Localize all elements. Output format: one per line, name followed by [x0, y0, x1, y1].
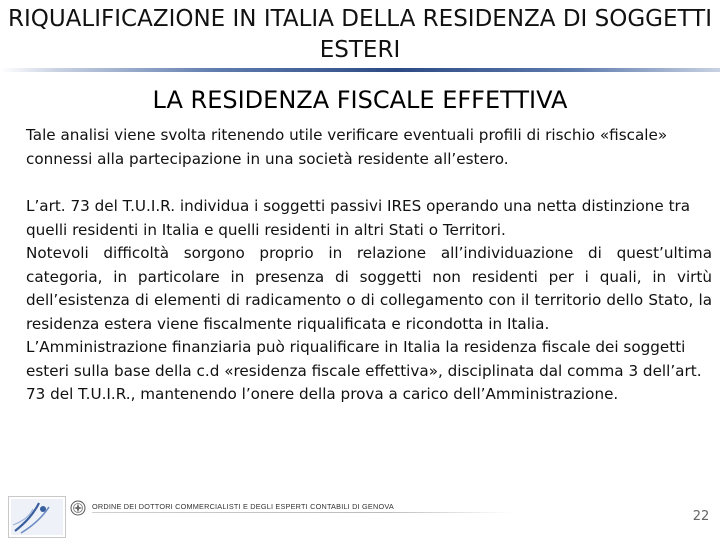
- paragraph-1: Tale analisi viene svolta ritenendo utile verificare eventuali profili di rischio «fiscale» connessi alla partecipazione in una società residente all’estero.: [26, 126, 668, 168]
- paragraph-3: Notevoli difficoltà sorgono proprio in relazione all’individuazione di quest’ultima categoria, in particolare in presenza di soggetti non residenti per i quali, in virtù dell’esistenza di elementi di radicamento o di collegamento con il territorio dello Stato, la residenza estera viene fiscalmente riqualificata e ricondotta in Italia.: [26, 244, 712, 333]
- body-text: [26, 124, 712, 407]
- page-number: 22: [692, 509, 710, 524]
- odcec-logo-graphic: [9, 497, 65, 537]
- footer-divider: [92, 512, 512, 513]
- paragraph-4: L’Amministrazione finanziaria può riqualificare in Italia la residenza fiscale dei soggetti esteri sulla base della c.d «residenza fiscale effettiva», disciplinata dal comma 3 dell’art. 73 del T.U.I.R., mantenendo l’onere della prova a carico dell’Amministrazione.: [26, 338, 702, 403]
- paragraph-gap: [26, 171, 712, 195]
- paragraph-2: L’art. 73 del T.U.I.R. individua i soggetti passivi IRES operando una netta distinzione tra quelli residenti in Italia e quelli residenti in altri Stati o Territori.: [26, 197, 691, 239]
- footer: [0, 496, 720, 540]
- odcec-logo-icon: [8, 496, 66, 538]
- section-subtitle: LA RESIDENZA FISCALE EFFETTIVA: [152, 86, 568, 114]
- seal-emblem-icon: [70, 500, 86, 516]
- footer-organization: ORDINE DEI DOTTORI COMMERCIALISTI E DEGLI ESPERTI CONTABILI DI GENOVA: [92, 502, 394, 511]
- slide-title: RIQUALIFICAZIONE IN ITALIA DELLA RESIDENZA DI SOGGETTI ESTERI: [7, 6, 712, 63]
- title-divider: [0, 68, 720, 72]
